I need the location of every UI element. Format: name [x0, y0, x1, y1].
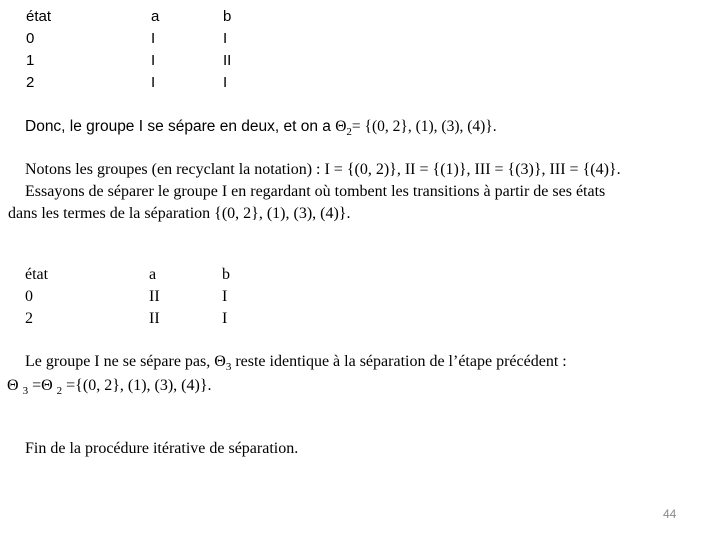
table-cell: 2: [25, 310, 33, 327]
theta-subscript: 3: [225, 361, 232, 373]
table-cell: I: [151, 74, 156, 91]
theta-symbol: Θ: [214, 353, 226, 370]
equals-sign: =: [28, 377, 42, 394]
conclusion-text: Le groupe I ne se sépare pas,: [25, 353, 215, 370]
table-cell: II: [223, 52, 232, 69]
table-cell: 0: [26, 30, 35, 47]
page-number: 44: [663, 507, 677, 521]
notation-paragraph: Notons les groupes (en recyclant la notation) : I = {(0, 2)}, II = {(1)}, III = {(3)}, III = {(4)}.: [25, 161, 621, 178]
paragraph-line: Essayons de séparer le groupe I en regardant où tombent les transitions à partir de ses états: [25, 183, 606, 200]
conclusion-text: reste identique à la séparation de l’étape précédent :: [231, 353, 567, 370]
theta-subscript: 3: [22, 385, 29, 397]
partition-value: ={(0, 2}, (1), (3), (4)}.: [62, 377, 212, 394]
table-cell: I: [222, 310, 228, 327]
theta-symbol: Θ: [41, 377, 53, 394]
equality-line: [7, 375, 212, 402]
table-cell: I: [223, 30, 228, 47]
statement-text: Donc, le groupe I se sépare en deux, et on a: [25, 118, 336, 135]
conclusion-line: [25, 351, 567, 378]
table-cell: 1: [26, 52, 35, 69]
table-cell: I: [151, 52, 156, 69]
paragraph-line: dans les termes de la séparation {(0, 2}, (1), (3), (4)}.: [8, 205, 351, 222]
table-cell: I: [222, 288, 228, 305]
table-cell: II: [149, 310, 160, 327]
table-header-cell: a: [151, 8, 160, 25]
table-cell: II: [149, 288, 160, 305]
table-header-cell: b: [222, 266, 230, 283]
partition-value: = {(0, 2}, (1), (3), (4)}.: [351, 118, 497, 135]
table-header-cell: état: [26, 8, 52, 25]
theta-subscript: 2: [346, 126, 352, 138]
table-header-cell: a: [149, 266, 157, 283]
theta-symbol: Θ: [335, 118, 347, 135]
table-cell: 0: [25, 288, 33, 305]
separation-statement: [25, 116, 497, 143]
table-header-cell: état: [25, 266, 49, 283]
table-cell: 2: [26, 74, 35, 91]
table-cell: I: [223, 74, 228, 91]
table-header-cell: b: [223, 8, 232, 25]
theta-symbol: Θ: [7, 377, 19, 394]
end-statement: Fin de la procédure itérative de séparation.: [25, 440, 299, 457]
theta-subscript: 2: [56, 385, 63, 397]
table-cell: I: [151, 30, 156, 47]
